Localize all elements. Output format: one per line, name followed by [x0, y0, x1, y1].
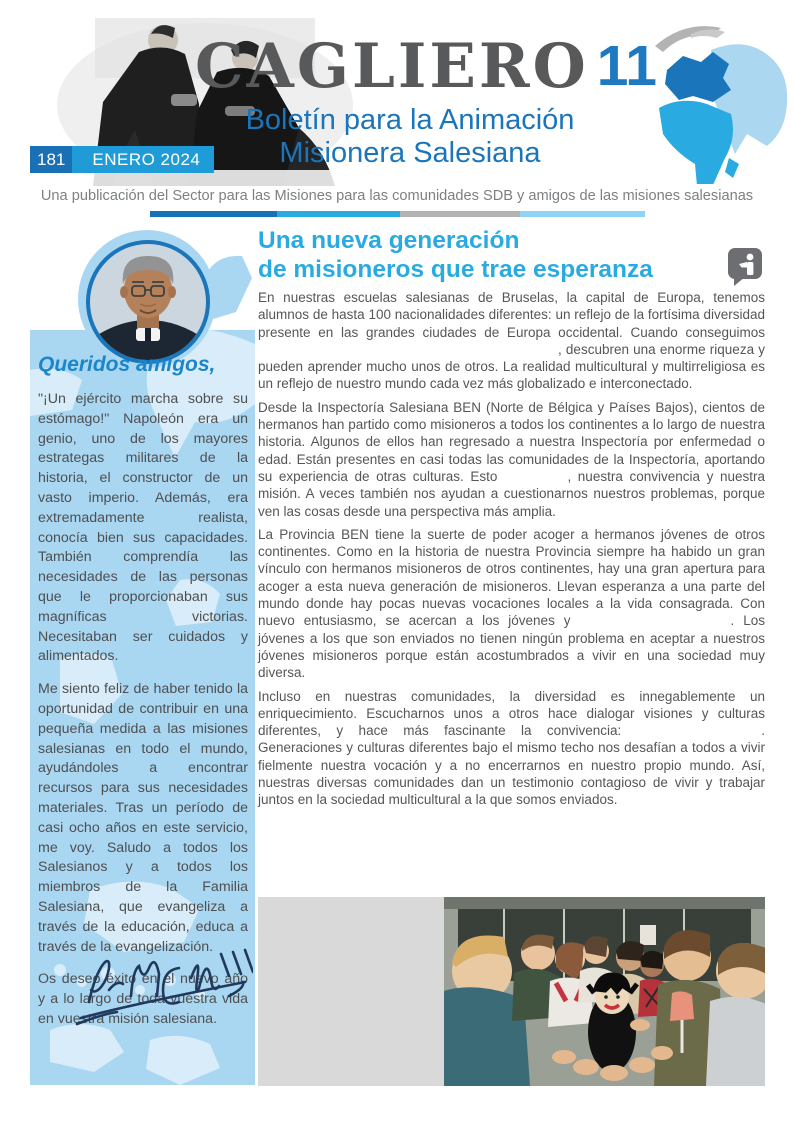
article-paragraphs [258, 289, 765, 815]
article-paragraph: Incluso en nuestras comunidades, la diversidad es innegablemente un enriquecimiento. Escucharnos unos a otros hace dialogar visiones y culturas diferentes, y hace más fascinante la convivencia: . Generaciones y culturas diferentes bajo el mismo techo nos desafían a todos a vivir fielmente nuestra vocación y a no encerrarnos en nuestro propio mundo. Así, nuestras diversas comunidades dan un testimonio contagioso de vivir y trabajar juntos en la sociedad multicultural a la que somos enviados. [258, 688, 765, 808]
issue-badge [30, 146, 214, 173]
masthead-title: CAGLIERO [195, 31, 589, 102]
children-group-photo [444, 897, 765, 1086]
masthead-subtitle-line2: Misionera Salesiana [279, 137, 541, 169]
sidebar-paragraph: Me siento feliz de haber tenido la oportunidad de contribuir en una pequeña medida a las misiones salesianas en todo el mundo, ayudándoles a encontrar recursos para sus necesidades materiales. Tras un período de casi ocho años en este servicio, me voy. Saludo a todos los Salesianos y a todos los miembros de la Familia Salesiana, que evangeliza a través de la educación, educa a través de la evangelización. [38, 681, 248, 955]
divider-segment [520, 211, 645, 217]
divider [150, 211, 645, 217]
rector-portrait [90, 244, 206, 360]
globe-icon [633, 12, 791, 184]
article-paragraph: Desde la Inspectoría Salesiana BEN (Norte de Bélgica y Países Bajos), cientos de hermanos han partido como misioneros a todos los continentes a lo largo de nuestra historia. Algunos de ellos han regresado a nuestra Inspectoría por enfermedad o edad. Están presentes en casi todas las comunidades de la Inspectoría, aportando su experiencia de otras culturas. Esto , nuestra convivencia y nuestra misión. A veces también nos ayudan a cuestionarnos nuestros problemas, porque ven las cosas desde una perspectiva más amplia. [258, 399, 765, 519]
hidden-text-gap [621, 734, 761, 735]
sidebar-paragraph: "¡Un ejército marcha sobre su estómago!" Napoleón era un genio, uno de los mayores estrategas militares de la historia, el constructor de un vasto imperio. Además, era extremadamente realista, conocía bien sus capacidades. También comprendía las necesidades de las personas que le proporcionaban sus magníficas victorias. Necesitaban ser cuidados y alimentados. [38, 391, 248, 665]
issue-number: 181 [30, 146, 72, 173]
gray-image-placeholder [258, 897, 444, 1086]
divider-segment [400, 211, 520, 217]
divider-segment [277, 211, 400, 217]
hidden-text-gap [258, 353, 558, 354]
sidebar-paragraph: Os deseo éxito en el nuevo año y a lo largo de toda vuestra vida en vuestra misión salesiana. [38, 971, 248, 1027]
masthead [195, 31, 657, 102]
masthead-subtitle-line1: Boletín para la Animación [245, 104, 575, 136]
article-title-line2: de misioneros que trae esperanza [258, 256, 653, 283]
article-title [258, 226, 728, 284]
article-paragraph: La Provincia BEN tiene la suerte de poder acoger a hermanos jóvenes de otros continentes. Como en la historia de nuestra Provincia siempre ha habido un gran vínculo con hermanos misioneros de otros continentes, hay una gran apertura para acoger a esta nueva generación de misioneros. Llevan esperanza a una parte del mundo donde hay pocas nuevas vocaciones locales a la vida consagrada. Con nuevo entusiasmo, se acercan a los jóvenes y . Los jóvenes a los que son enviados no tienen ningún problema en aceptar a nuestros jóvenes misioneros porque están acostumbrados a vivir en una sociedad muy diversa. [258, 526, 765, 681]
info-speech-bubble-icon [726, 246, 764, 286]
hidden-text-gap [497, 480, 567, 481]
divider-segment [150, 211, 277, 217]
masthead-subtitle [230, 104, 590, 170]
sidebar-greeting: Queridos amigos, [38, 353, 216, 376]
article-paragraph: En nuestras escuelas salesianas de Bruselas, la capital de Europa, tenemos alumnos de hasta 100 nacionalidades diferentes: un reflejo de la fortísima diversidad presente en las grandes ciudades de Europa occidental. Cuando conseguimos, descubren una enorme riqueza y pueden aprender mucho unos de otros. La realidad multicultural y multirreligiosa es un reflejo de nuestro mundo cada vez más globalizado e interconectado. [258, 290, 765, 392]
hidden-text-gap [571, 624, 731, 625]
signature [75, 938, 253, 1036]
issue-date: ENERO 2024 [72, 146, 214, 173]
article-title-line1: Una nueva generación [258, 227, 520, 254]
tagline: Una publicación del Sector para las Misiones para las comunidades SDB y amigos de las misiones salesianas [40, 188, 754, 204]
masthead-number: 11 [596, 34, 657, 98]
